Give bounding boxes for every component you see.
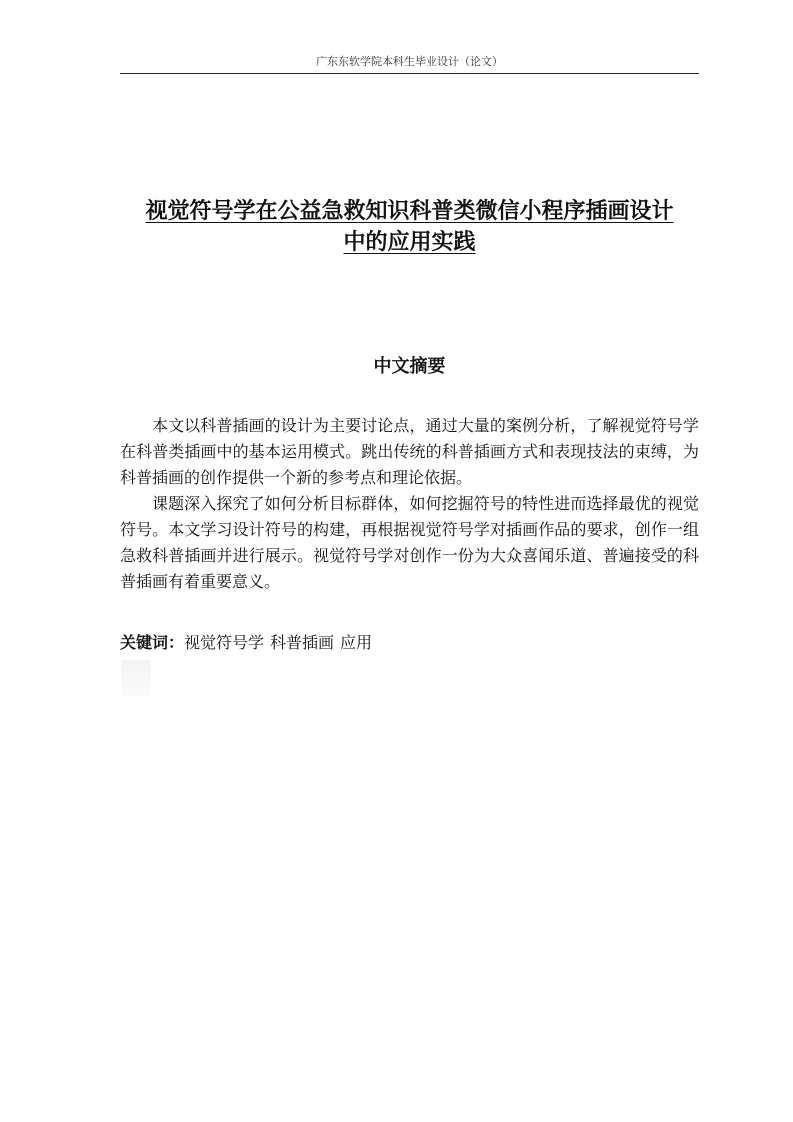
scan-smudge (121, 660, 151, 696)
page-header: 广东东软学院本科生毕业设计（论文） (316, 55, 503, 68)
keyword: 视觉符号学 (184, 633, 265, 652)
abstract-body (120, 413, 699, 595)
header-divider (120, 73, 699, 74)
abstract-paragraph: 本文以科普插画的设计为主要讨论点，通过大量的案例分析，了解视觉符号学在科普类插画中的基本运用模式。跳出传统的科普插画方式和表现技法的束缚，为科普插画的创作提供一个新的参考点和理论依据。 (120, 416, 699, 487)
thesis-title-line-2: 中的应用实践 (343, 230, 476, 255)
abstract-heading: 中文摘要 (373, 356, 446, 377)
keywords-label: 关键词： (120, 633, 185, 652)
abstract-paragraph: 课题深入探究了如何分析目标群体，如何挖掘符号的特性进而选择最优的视觉符号。本文学习设计符号的构建，再根据视觉符号学对插画作品的要求，创作一组急救科普插画并进行展示。视觉符号学对创作一份为大众喜闻乐道、普遍接受的科普插画有着重要意义。 (120, 494, 699, 591)
thesis-title-line-1: 视觉符号学在公益急救知识科普类微信小程序插画设计 (145, 199, 674, 224)
keywords-line (120, 631, 699, 655)
keyword: 科普插画 (270, 633, 335, 652)
keyword: 应用 (340, 633, 373, 652)
thesis-title (120, 196, 699, 258)
